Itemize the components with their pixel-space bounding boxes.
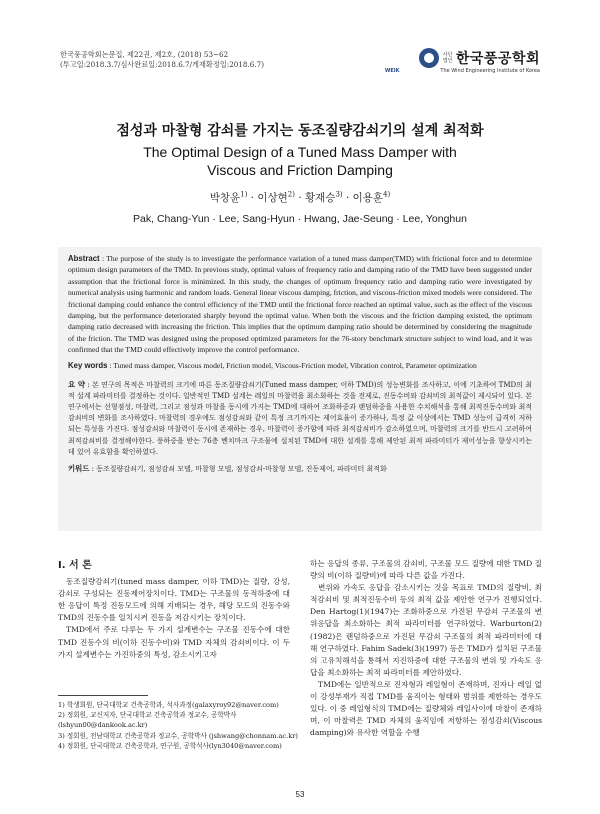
- society-english-name: The Wind Engineering Institute of Korea: [440, 68, 540, 74]
- abstract-box: [58, 247, 542, 531]
- society-name: 한국풍공학회: [455, 51, 540, 67]
- english-abstract: [68, 253, 532, 356]
- author-affiliation-mark: 4): [383, 190, 391, 199]
- keywords-text: : Tuned mass damper, Viscous model, Friction model, Viscous-Friction model, Vibration control, Parameter optimization: [109, 360, 477, 370]
- author-name: 이상현: [257, 192, 288, 204]
- korean-keywords-text: : 동조질량감쇠기, 점성감쇠 모델, 마찰형 모델, 점성감쇠-마찰형 모델, 진동제어, 파라미터 최적화: [91, 465, 387, 474]
- logo-badge: 사단 법인: [442, 52, 453, 64]
- korean-abstract: [68, 379, 532, 458]
- korean-keywords-label: 키워드: [68, 464, 90, 474]
- korean-keywords: [68, 463, 532, 475]
- english-keywords: [68, 360, 532, 371]
- body-paragraph: TMD에는 일반적으로 진자형과 레일형이 존재하며, 진자나 레일 없이 강성부재가 직접 TMD를 움직이는 형태와 범위를 제한하는 경우도 있다. 이 중 레일형식의 TMD에는 질량체와 레일사이에 마찰이 존재하며, 이 마찰력은 TMD 자체의 움직임에 저항하는 점성감쇠(Viscous damping)와 유사한 역할을 수행: [310, 679, 542, 738]
- author-separator: ·: [294, 192, 305, 204]
- paper-title-english: [0, 143, 600, 179]
- submission-dates: (투고일:2018.3.7/심사완료일:2018.6.7/게재확정일:2018.6.7): [60, 60, 264, 69]
- author-name: 이용훈: [352, 192, 384, 204]
- body-paragraph: 하는 응답의 종류, 구조물의 감쇠비, 구조물 모드 질량에 대한 TMD 질량의 비(이하 질량비)에 따라 다른 값을 가진다.: [310, 559, 542, 581]
- body-left-column: [58, 560, 290, 661]
- footnote: 2) 정회원, 교신저자, 단국대학교 건축공학과 정교수, 공학박사 (lshyun00@dankook.ac.kr): [58, 711, 237, 730]
- society-emblem-icon: [419, 48, 439, 68]
- section-heading-introduction: I. 서 론: [58, 560, 92, 571]
- journal-citation: 한국풍공학회논문집, 제22권, 제2호, (2018) 53~62: [60, 50, 229, 59]
- abstract-label: Abstract: [68, 254, 100, 263]
- body-paragraph: 변위와 가속도 응답을 감소시키는 것을 목표로 TMD의 질량비, 최적감쇠비 및 최적진동수비 등의 최적 값을 제안한 연구가 진행되었다. Den Hartog(1)(1947)는 조화하중으로 가진된 무감쇠 구조물의 변위응답을 최소화하는 최적 파라미터를 연구하였다. Warburton(2)(1982)은 랜덤하중으로 가진된 무감쇠 구조물의 최적 파라미터에 대해 연구하였다. Fahim Sadek(3)(1997) 등은 TMD가 설치된 구조물의 고유치해석을 통해서 지진하중에 대한 구조물의 변위 및 가속도 응답을 최소화하는 최적 파라미터를 제안하였다.: [310, 583, 542, 677]
- journal-header: [60, 50, 540, 74]
- author-separator: ·: [247, 192, 258, 204]
- korean-abstract-label: 요 약: [68, 379, 85, 389]
- author-separator: ·: [342, 192, 353, 204]
- society-abbreviation: WEIK: [384, 68, 400, 74]
- society-logo: [384, 48, 540, 74]
- footnote: 3) 정회원, 전남대학교 건축공학과 정교수, 공학박사 (jshwang@chonnam.ac.kr): [58, 731, 298, 740]
- authors-korean: [0, 190, 600, 205]
- body-paragraph: TMD에서 주로 다루는 두 가지 설계변수는 구조물 진동수에 대한 TMD 진동수의 비(이하 진동수비)와 TMD 자체의 감쇠비이다. 이 두 가지 설계변수는 가진하중의 특성, 감소시키고자: [58, 625, 290, 659]
- page-number: 53: [295, 790, 305, 799]
- korean-abstract-text: : 본 연구의 목적은 마찰력의 크기에 따른 동조질량감쇠기(Tuned mass damper, 이하 TMD)의 성능변화를 조사하고, 이에 기초하여 TMD의 최적 설계 파라미터를 결정하는 것이다. 일반적인 TMD 설계는 레일의 마찰력을 최소화하는 것을 전제로, 진동수비와 감쇠비의 최적값이 제시되어 있다. 본 연구에서는 선형점성, 마찰력, 그리고 점성과 마찰을 동시에 가지는 TMD에 대하여 조화하중과 랜덤하중을 사용한 수치해석을 통해 최적진동수비와 최적감쇠비의 변화를 조사하였다. 마찰력의 경우에도 점성감쇠와 같이 특정 크기까지는 제어효율이 증가하나, 특정 값 이상에서는 TMD 성능이 급격히 저하되는 특성을 가진다. 점성감쇠와 마찰력이 동시에 존재하는 경우, 마찰력이 증가함에 따라 최적감쇠비가 감소하였으며, 마찰력의 크기를 반드시 고려하여 최적감쇠비를 결정해야한다. 풍하중을 받는 76층 벤치마크 구조물에 설치된 TMD에 대한 설계를 통해 제안된 최적 파라미터가 제어성능을 향상시키는 데 있어 유효함을 확인하였다.: [68, 380, 532, 456]
- author-affiliation-mark: 2): [287, 190, 295, 199]
- paper-title-english-line1: The Optimal Design of a Tuned Mass Damper with: [143, 144, 457, 160]
- abstract-text: : The purpose of the study is to investigate the performance variation of a tuned mass damper(TMD) with frictional force and to determine optimum design parameters of the TMD. In previous study, optimal values of frequency ratio and damping ratio of the TMD have been suggested under assumption that the frictional force is minimized. In this study, the changes of optimum frequency ratio and damping ratio were investigated by numerical analysis using harmonic and random loads. General linear viscous damping, friction, and viscous-friction mixed models were considered. The frictional damping could enhance the control efficiency of the TMD until the frictional force reached an optimal value, such as the effect of the viscous damping, but the performance deteriorated sharply beyond the optimal value. When both the viscous and the friction damping existed, the optimum damping ratio decreased with increasing the friction. This implies that the optimum damping ratio should be determined by considering the magnitude of the friction. The TMD was designed using the proposed optimized parameters for the 76-story benchmark structure subject to wind load, and it was confirmed that the TMD could effectively improve the control performance.: [68, 254, 532, 355]
- author-affiliation-mark: 1): [240, 190, 248, 199]
- authors-english: Pak, Chang-Yun · Lee, Sang-Hyun · Hwang, Jae-Seung · Lee, Yonghun: [133, 213, 467, 225]
- author-name: 황재승: [305, 192, 336, 204]
- footnote: 4) 정회원, 단국대학교 건축공학과, 연구원, 공학석사(lyn3040@naver.com): [58, 741, 282, 750]
- author-name: 박창윤: [209, 192, 241, 204]
- author-affiliation-mark: 3): [335, 190, 343, 199]
- keywords-label: Key words: [68, 360, 108, 370]
- author-footnotes: [58, 700, 298, 751]
- body-paragraph: 동조질량감쇠기(tuned mass damper, 이하 TMD)는 질량, 강성, 감쇠로 구성되는 진동제어장치이다. TMD는 구조물의 동적하중에 대한 응답이 특정 진동모드에 의해 지배되는 경우, 해당 모드의 진동수와 TMD의 진동수를 일치시켜 진동을 저감시키는 장치이다.: [58, 577, 290, 623]
- footnote: 1) 학생회원, 단국대학교 건축공학과, 석사과정(galaxyroy92@naver.com): [58, 701, 279, 709]
- paper-title-english-line2: Viscous and Friction Damping: [207, 162, 393, 178]
- footnote-divider: [58, 695, 148, 696]
- body-right-column: [310, 558, 542, 739]
- paper-title-korean: 점성과 마찰형 감쇠를 가지는 동조질량감쇠기의 설계 최적화: [116, 123, 484, 139]
